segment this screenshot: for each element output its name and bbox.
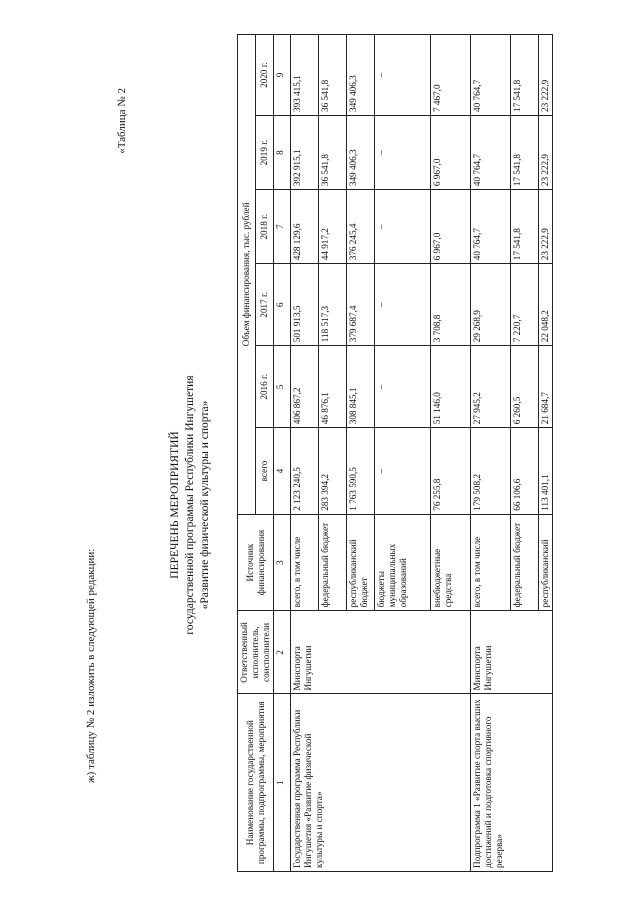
source-cell: федеральный бюджет [319, 514, 347, 611]
value-cell: 17 541,8 [511, 115, 539, 189]
source-cell: республиканский [539, 514, 553, 611]
source-cell: республиканский бюджет [347, 514, 375, 611]
column-index: 5 [274, 346, 291, 428]
executor-cell: Минспорта Ингушетии [471, 611, 553, 694]
value-cell: 40 764,7 [471, 35, 511, 116]
header-2017: 2017 г. [256, 264, 274, 346]
value-cell: 29 268,9 [471, 264, 511, 346]
value-cell: 44 917,2 [319, 190, 347, 264]
source-cell: федеральный бюджет [511, 514, 539, 611]
value-cell: – [375, 35, 431, 116]
subprogram-name-cell: Подпрограмма 1 «Развитие спорта высших достижений и подготовка спортивного резерва» [471, 694, 553, 872]
value-cell: 6 967,0 [431, 115, 471, 189]
value-cell: – [375, 428, 431, 515]
column-index: 4 [274, 428, 291, 515]
table-row [291, 35, 319, 872]
value-cell: 21 684,7 [539, 346, 553, 428]
column-index: 2 [274, 611, 291, 694]
header-name: Наименование государственной программы, подпрограммы, мероприятия [238, 694, 274, 872]
document-subtitle: государственной программы Республики Ингушетия [184, 375, 196, 635]
value-cell: 27 945,2 [471, 346, 511, 428]
value-cell: 308 845,1 [347, 346, 375, 428]
value-cell: 179 508,2 [471, 428, 511, 515]
value-cell: 22 048,2 [539, 264, 553, 346]
value-cell: 376 245,4 [347, 190, 375, 264]
value-cell: – [375, 115, 431, 189]
value-cell: 23 222,9 [539, 115, 553, 189]
source-cell: бюджеты муниципальных образований [375, 514, 431, 611]
program-name: «Развитие физической культуры и спорта» [199, 400, 211, 610]
column-index: 8 [274, 115, 291, 189]
value-cell: 36 541,8 [319, 115, 347, 189]
program-name-cell: Государственная программа Республики Ингушетия «Развитие физической культуры и спорта» [291, 694, 471, 872]
value-cell: – [375, 346, 431, 428]
value-cell: 113 401,1 [539, 428, 553, 515]
header-2020: 2020 г. [256, 35, 274, 116]
activities-table [237, 34, 553, 872]
value-cell: 379 687,4 [347, 264, 375, 346]
value-cell: 7 220,7 [511, 264, 539, 346]
value-cell: 6 967,0 [431, 190, 471, 264]
executor-cell: Минспорта Ингушетии [291, 611, 471, 694]
value-cell: 17 541,8 [511, 35, 539, 116]
header-funding: Объем финансирования, тыс. рублей [238, 35, 256, 515]
value-cell: 393 415,1 [291, 35, 319, 116]
header-2019: 2019 г. [256, 115, 274, 189]
value-cell: 6 260,5 [511, 346, 539, 428]
value-cell: 46 876,1 [319, 346, 347, 428]
value-cell: 40 764,7 [471, 115, 511, 189]
value-cell: 17 541,8 [511, 190, 539, 264]
amendment-note: ж) таблицу № 2 изложить в следующей редакции: [85, 548, 97, 783]
header-2016: 2016 г. [256, 346, 274, 428]
header-source: Источник финансирования [238, 514, 274, 611]
value-cell: 392 915,1 [291, 115, 319, 189]
source-cell: внебюджетные средства [431, 514, 471, 611]
value-cell: 36 541,8 [319, 35, 347, 116]
header-executor: Ответственный исполнитель, соисполнители [238, 611, 274, 694]
column-index: 9 [274, 35, 291, 116]
column-index: 6 [274, 264, 291, 346]
column-index-row [274, 35, 291, 872]
column-index: 7 [274, 190, 291, 264]
document-title: ПЕРЕЧЕНЬ МЕРОПРИЯТИЙ [169, 431, 181, 579]
value-cell: 118 517,3 [319, 264, 347, 346]
value-cell: 349 406,3 [347, 35, 375, 116]
value-cell: 76 255,8 [431, 428, 471, 515]
value-cell: 51 146,0 [431, 346, 471, 428]
column-index: 1 [274, 694, 291, 872]
value-cell: 349 406,3 [347, 115, 375, 189]
table-reference: «Таблица № 2 [116, 88, 128, 154]
header-total: всего [256, 428, 274, 515]
source-cell: всего, в том числе [291, 514, 319, 611]
column-index: 3 [274, 514, 291, 611]
value-cell: 2 123 240,5 [291, 428, 319, 515]
value-cell: 501 913,5 [291, 264, 319, 346]
value-cell: 283 394,2 [319, 428, 347, 515]
value-cell: 1 763 590,5 [347, 428, 375, 515]
value-cell: 3 708,8 [431, 264, 471, 346]
value-cell: – [375, 264, 431, 346]
value-cell: 23 222,9 [539, 35, 553, 116]
value-cell: 66 106,6 [511, 428, 539, 515]
value-cell: 23 222,9 [539, 190, 553, 264]
value-cell: 406 867,2 [291, 346, 319, 428]
value-cell: 7 467,0 [431, 35, 471, 116]
source-cell: всего, в том числе [471, 514, 511, 611]
header-2018: 2018 г. [256, 190, 274, 264]
table-row [471, 35, 511, 872]
value-cell: 40 764,7 [471, 190, 511, 264]
value-cell: 428 129,6 [291, 190, 319, 264]
value-cell: – [375, 190, 431, 264]
